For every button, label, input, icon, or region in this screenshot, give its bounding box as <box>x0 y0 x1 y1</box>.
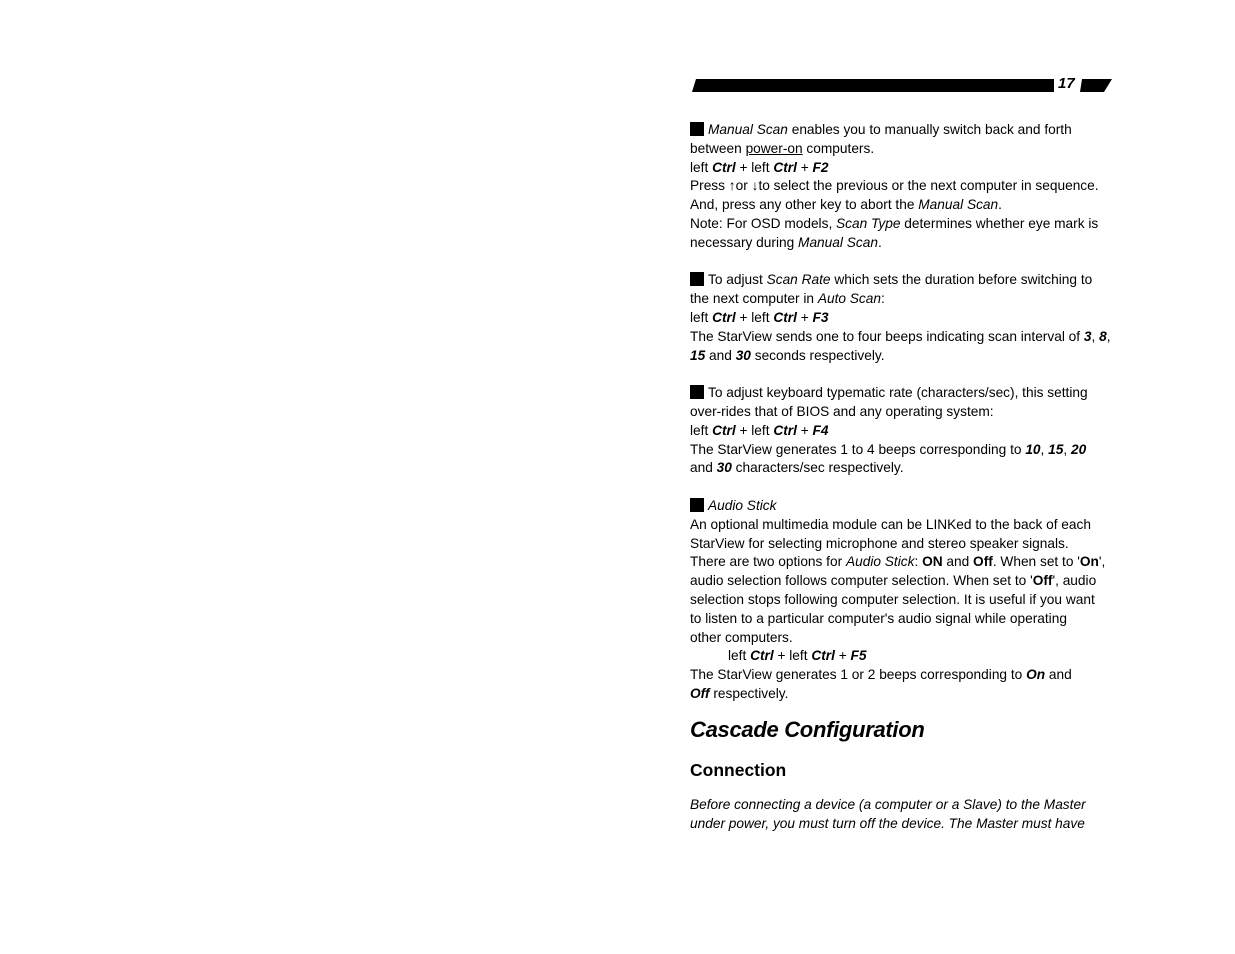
value: 30 <box>716 460 732 476</box>
arrow-down-icon: ↓ <box>751 178 759 194</box>
text: between <box>690 140 746 156</box>
manual-scan-section <box>690 121 1130 253</box>
scan-rate-line-4 <box>690 328 1130 347</box>
text: the next computer in <box>690 291 818 307</box>
header-bar-long <box>692 79 1054 92</box>
text: respectively. <box>709 685 789 701</box>
typematic-line-2: over-rides that of BIOS and any operating system: <box>690 403 994 419</box>
text: seconds respectively. <box>750 347 885 363</box>
ctrl-key: Ctrl <box>750 648 774 664</box>
scan-rate-line-1 <box>690 271 1130 290</box>
text: To adjust keyboard typematic rate (characters/sec), this setting <box>708 385 1088 401</box>
square-bullet-icon <box>690 122 704 136</box>
text: , <box>1106 328 1111 344</box>
cascade-configuration-heading: Cascade Configuration <box>690 716 925 742</box>
typematic-line-1 <box>690 384 1130 403</box>
audio-stick-line-7: to listen to a particular computer's audio signal while operating <box>690 610 1067 626</box>
scan-rate-hotkey <box>690 309 1130 328</box>
text: Off <box>973 554 993 570</box>
audio-stick-title-line <box>690 497 1130 516</box>
text: + <box>796 159 813 175</box>
text: left <box>728 648 751 664</box>
page-number: 17 <box>1058 75 1075 92</box>
manual-scan-line-5 <box>690 196 1130 215</box>
audio-stick-line-4 <box>690 553 1130 572</box>
f2-key: F2 <box>812 159 829 175</box>
text: and <box>690 460 717 476</box>
scan-rate-line-5 <box>690 347 1130 366</box>
ctrl-key: Ctrl <box>712 159 736 175</box>
text: + left <box>735 159 774 175</box>
text: + <box>796 309 813 325</box>
typematic-line-5 <box>690 459 1130 478</box>
audio-stick-line-2: An optional multimedia module can be LINKed to the back of each <box>690 516 1091 532</box>
value: 15 <box>690 347 706 363</box>
connection-heading: Connection <box>690 759 787 780</box>
audio-stick-line-5 <box>690 572 1130 591</box>
text: audio selection follows computer selection. When set to ' <box>690 573 1033 589</box>
text: left <box>690 422 713 438</box>
text: characters/sec respectively. <box>731 460 904 476</box>
value: 3 <box>1083 328 1092 344</box>
text: : <box>881 291 885 307</box>
text: + left <box>735 422 774 438</box>
typematic-line-4 <box>690 441 1130 460</box>
manual-scan-title: Manual Scan <box>708 122 788 137</box>
audio-stick-line-6: selection stops following computer selection. It is useful if you want <box>690 591 1095 607</box>
manual-scan-line-4 <box>690 177 1130 196</box>
typematic-section <box>690 384 1130 478</box>
manual-scan-note-2 <box>690 234 1130 253</box>
manual-scan-hotkey <box>690 159 1130 178</box>
text: , <box>1063 441 1071 457</box>
value: 8 <box>1099 328 1107 344</box>
text: To adjust <box>708 272 767 288</box>
cascade-intro-line-2: under power, you must turn off the device. The Master must have <box>690 815 1085 831</box>
text: and <box>942 554 974 570</box>
text: left <box>690 309 713 325</box>
text: and <box>705 347 736 363</box>
text: left <box>690 159 713 175</box>
text: Scan Type <box>836 215 901 231</box>
text: ON <box>922 554 943 570</box>
header-bar-short <box>1080 79 1112 92</box>
f4-key: F4 <box>812 422 829 438</box>
ctrl-key: Ctrl <box>712 309 736 325</box>
text: Off <box>690 685 710 701</box>
text: ', audio <box>1052 573 1097 589</box>
text: The StarView generates 1 to 4 beeps corresponding to <box>690 441 1026 457</box>
text: necessary during <box>690 234 799 250</box>
manual-scan-note-1 <box>690 215 1130 234</box>
text: + <box>796 422 813 438</box>
text: Manual Scan <box>798 234 878 250</box>
ctrl-key: Ctrl <box>773 309 797 325</box>
text: enables you to manually switch back and forth <box>787 122 1072 137</box>
scan-rate-section <box>690 271 1130 365</box>
square-bullet-icon <box>690 272 704 286</box>
audio-stick-title: Audio Stick <box>708 497 777 513</box>
square-bullet-icon <box>690 498 704 512</box>
text: Audio Stick <box>845 554 915 570</box>
typematic-hotkey <box>690 422 1130 441</box>
text: The StarView generates 1 or 2 beeps corresponding to <box>690 667 1027 683</box>
text: ', <box>1098 554 1106 570</box>
text: Scan Rate <box>766 272 831 288</box>
audio-stick-line-10 <box>690 666 1130 685</box>
text: On <box>1079 554 1099 570</box>
text: There are two options for <box>690 554 846 570</box>
audio-stick-section <box>690 497 1130 704</box>
text: Off <box>1032 573 1053 589</box>
text: + left <box>735 309 774 325</box>
cascade-intro-line-1: Before connecting a device (a computer or a Slave) to the Master <box>690 796 1086 812</box>
value: 15 <box>1048 441 1064 457</box>
ctrl-key: Ctrl <box>773 159 797 175</box>
value: 10 <box>1025 441 1041 457</box>
text: determines whether eye mark is <box>900 215 1099 231</box>
page-content <box>690 121 1130 833</box>
text: + <box>834 648 851 664</box>
text: . When set to ' <box>992 554 1080 570</box>
text: Note: For OSD models, <box>690 215 837 231</box>
text: : <box>914 554 923 570</box>
f5-key: F5 <box>850 648 867 664</box>
scan-rate-line-2 <box>690 290 1130 309</box>
square-bullet-icon <box>690 385 704 399</box>
audio-stick-line-3: StarView for selecting microphone and stereo speaker signals. <box>690 535 1069 551</box>
text: And, press any other key to abort the <box>690 197 919 213</box>
manual-scan-line-2 <box>690 140 1130 159</box>
text: . <box>877 234 882 250</box>
audio-stick-hotkey <box>690 647 1130 666</box>
ctrl-key: Ctrl <box>712 422 736 438</box>
text: . <box>998 197 1002 213</box>
ctrl-key: Ctrl <box>811 648 835 664</box>
text: computers. <box>802 140 875 156</box>
text: Manual Scan <box>918 197 999 213</box>
audio-stick-line-11 <box>690 685 1130 704</box>
page-header-bar <box>690 76 1115 96</box>
manual-scan-line-1 <box>690 121 1130 140</box>
text: On <box>1026 667 1046 683</box>
value: 30 <box>735 347 751 363</box>
text: to select the previous or the next computer in sequence. <box>758 178 1099 194</box>
value: 20 <box>1071 441 1087 457</box>
text: , <box>1091 328 1100 344</box>
ctrl-key: Ctrl <box>773 422 797 438</box>
text: , <box>1040 441 1049 457</box>
text: and <box>1045 667 1072 683</box>
audio-stick-line-8: other computers. <box>690 629 793 645</box>
text: or <box>735 178 752 194</box>
text: Auto Scan <box>817 291 881 307</box>
text: which sets the duration before switching to <box>830 272 1093 288</box>
f3-key: F3 <box>812 309 829 325</box>
arrow-up-icon: ↑ <box>728 178 736 194</box>
text: Press <box>690 178 729 194</box>
text: + left <box>773 648 812 664</box>
power-on-underlined: power-on <box>745 140 803 156</box>
text: The StarView sends one to four beeps indicating scan interval of <box>690 328 1084 344</box>
